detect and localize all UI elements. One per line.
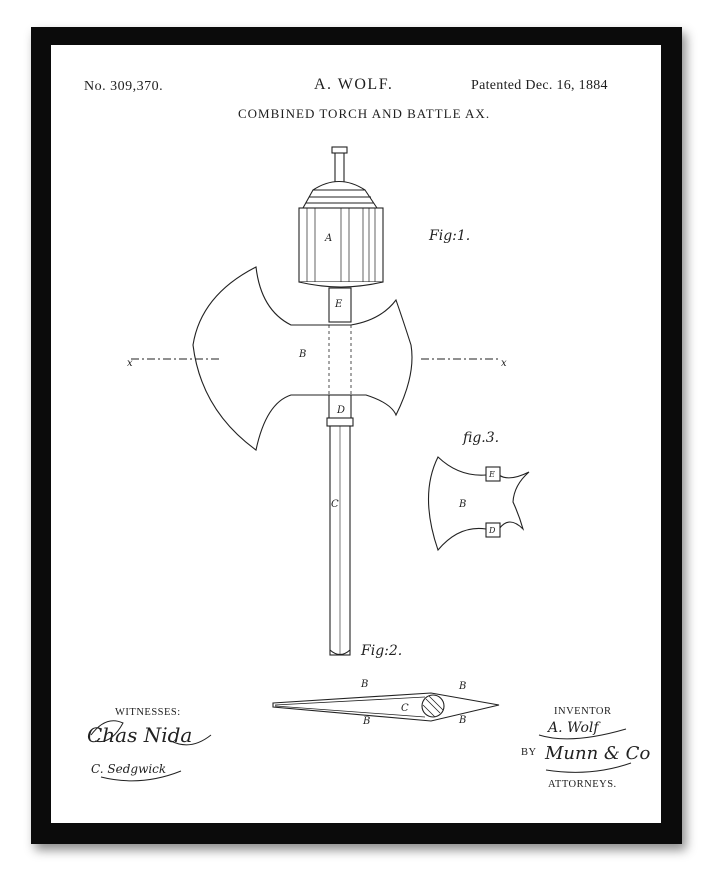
label-e-fig1: E <box>335 299 343 310</box>
label-c-fig1: C <box>331 499 339 510</box>
fig1-torch-axe <box>131 147 499 655</box>
label-d-fig3: D <box>489 526 496 535</box>
label-b-fig2-1: B <box>361 679 369 690</box>
label-e-fig3: E <box>489 470 495 479</box>
patent-sheet <box>51 45 661 823</box>
label-a: A <box>325 233 333 244</box>
fig3-axe-head <box>429 457 530 550</box>
label-b-fig3: B <box>459 499 467 510</box>
patent-number: No. 309,370. <box>84 79 164 94</box>
patent-date: Patented Dec. 16, 1884 <box>471 78 608 93</box>
witness-signature-1: Chas Nida <box>87 723 193 747</box>
fig1-caption: Fig:1. <box>429 228 471 244</box>
label-d-fig1: D <box>337 405 346 416</box>
by-label: BY <box>521 747 537 758</box>
witness-signature-2: C. Sedgwick <box>91 762 167 776</box>
inventor-heading: A. WOLF. <box>314 76 394 93</box>
patent-title: COMBINED TORCH AND BATTLE AX. <box>238 106 491 121</box>
label-x-left: x <box>127 358 133 369</box>
label-x-right: x <box>501 358 507 369</box>
fig3-caption: fig.3. <box>463 430 500 446</box>
attorneys-label: ATTORNEYS. <box>548 779 617 790</box>
label-b-fig1: B <box>299 349 307 360</box>
label-b-fig2-3: B <box>363 716 371 727</box>
label-c-fig2: C <box>401 703 409 714</box>
label-b-fig2-4: B <box>459 715 467 726</box>
inventor-signature: A. Wolf <box>548 720 599 736</box>
witnesses-label: WITNESSES: <box>115 707 181 718</box>
label-b-fig2-2: B <box>459 681 467 692</box>
attorney-signature: Munn & Co <box>545 743 651 764</box>
fig2-caption: Fig:2. <box>361 643 403 659</box>
inventor-label: INVENTOR <box>554 706 612 717</box>
